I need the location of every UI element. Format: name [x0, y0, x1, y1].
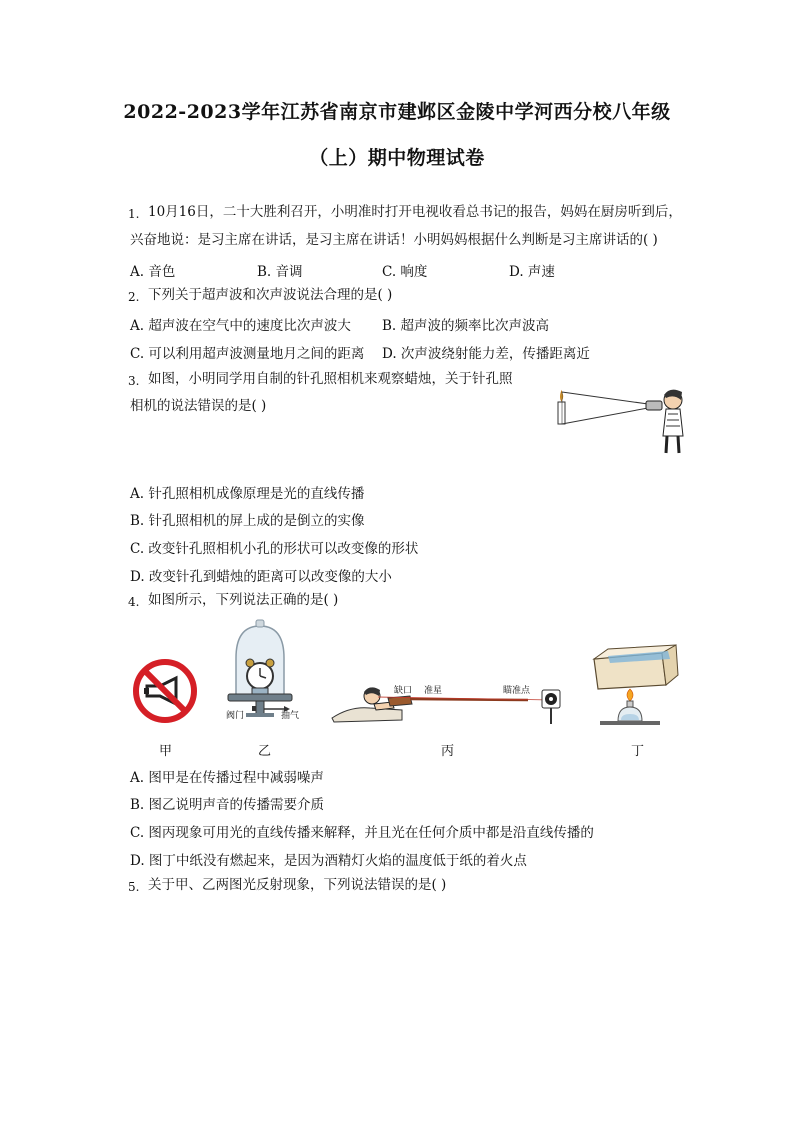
question-2-option-c[interactable]: C. 可以利用超声波测量地月之间的距离	[130, 346, 365, 362]
candle-icon	[558, 391, 565, 424]
question-1-number: 1.	[128, 207, 140, 221]
question-1-option-b[interactable]: B. 音调	[257, 264, 303, 280]
question-1-stem-line1: 10月16日，二十大胜利召开，小明准时打开电视收看总书记的报告，妈妈在厨房听到后，	[148, 204, 682, 220]
boy-with-camera-icon	[646, 390, 683, 453]
question-4-option-a[interactable]: A. 图甲是在传播过程中减弱噪声	[130, 770, 324, 786]
exam-title-line1: 2022-2023学年江苏省南京市建邺区金陵中学河西分校八年级	[123, 101, 671, 123]
question-4-option-c[interactable]: C. 图丙现象可用光的直线传播来解释，并且光在任何介质中都是沿直线传播的	[130, 825, 594, 841]
question-3-stem-line1: 如图，小明同学用自制的针孔照相机来观察蜡烛，关于针孔照	[148, 371, 513, 387]
figure-caption-bing: 丙	[441, 744, 455, 759]
aim-point-label: 瞄准点	[503, 686, 531, 696]
question-2-option-b[interactable]: B. 超声波的频率比次声波高	[382, 318, 550, 334]
question-2-stem: 下列关于超声波和次声波说法合理的是( )	[148, 287, 393, 303]
question-5-number: 5.	[128, 880, 140, 894]
question-2-number: 2.	[128, 290, 140, 304]
question-1-option-c[interactable]: C. 响度	[382, 264, 428, 280]
figure-caption-ding: 丁	[631, 744, 645, 759]
question-3-option-d[interactable]: D. 改变针孔到蜡烛的距离可以改变像的大小	[130, 569, 392, 585]
pinhole-camera-figure	[550, 378, 690, 456]
figure-caption-jia: 甲	[159, 744, 173, 759]
question-3-number: 3.	[128, 374, 140, 388]
no-horn-sign-figure	[132, 658, 198, 724]
question-2-option-d[interactable]: D. 次声波绕射能力差，传播距离近	[382, 346, 590, 362]
target-icon	[542, 690, 560, 724]
question-1-option-d[interactable]: D. 声速	[509, 264, 555, 280]
rifle-aiming-figure	[330, 678, 570, 726]
question-3-stem-line2: 相机的说法错误的是( )	[130, 398, 267, 414]
question-4-option-b[interactable]: B. 图乙说明声音的传播需要介质	[130, 797, 325, 813]
figure-caption-yi: 乙	[258, 744, 272, 759]
alcohol-lamp-icon	[618, 701, 642, 721]
question-1-stem-line2: 兴奋地说：是习主席在讲话，是习主席在讲话！小明妈妈根据什么判断是习主席讲话的( )	[130, 232, 658, 248]
question-4-number: 4.	[128, 595, 140, 609]
notch-label: 缺口	[394, 686, 413, 696]
pump-label: 抽气	[281, 711, 300, 721]
paper-box-boiling-figure	[590, 645, 680, 730]
paper-box-icon	[594, 645, 678, 689]
question-1-option-a[interactable]: A. 音色	[130, 264, 176, 280]
front-sight-label: 准星	[424, 686, 443, 696]
valve-label: 阀门	[226, 711, 245, 721]
question-2-option-a[interactable]: A. 超声波在空气中的速度比次声波大	[130, 318, 351, 334]
question-5-stem: 关于甲、乙两图光反射现象，下列说法错误的是( )	[148, 877, 447, 893]
exam-title-line2: （上）期中物理试卷	[309, 147, 485, 169]
question-4-option-d[interactable]: D. 图丁中纸没有燃起来，是因为酒精灯火焰的温度低于纸的着火点	[130, 853, 527, 869]
question-3-option-c[interactable]: C. 改变针孔照相机小孔的形状可以改变像的形状	[130, 541, 419, 557]
question-3-option-b[interactable]: B. 针孔照相机的屏上成的是倒立的实像	[130, 513, 365, 529]
question-3-option-a[interactable]: A. 针孔照相机成像原理是光的直线传播	[130, 486, 365, 502]
flame-icon	[627, 689, 633, 701]
question-4-stem: 如图所示，下列说法正确的是( )	[148, 592, 339, 608]
